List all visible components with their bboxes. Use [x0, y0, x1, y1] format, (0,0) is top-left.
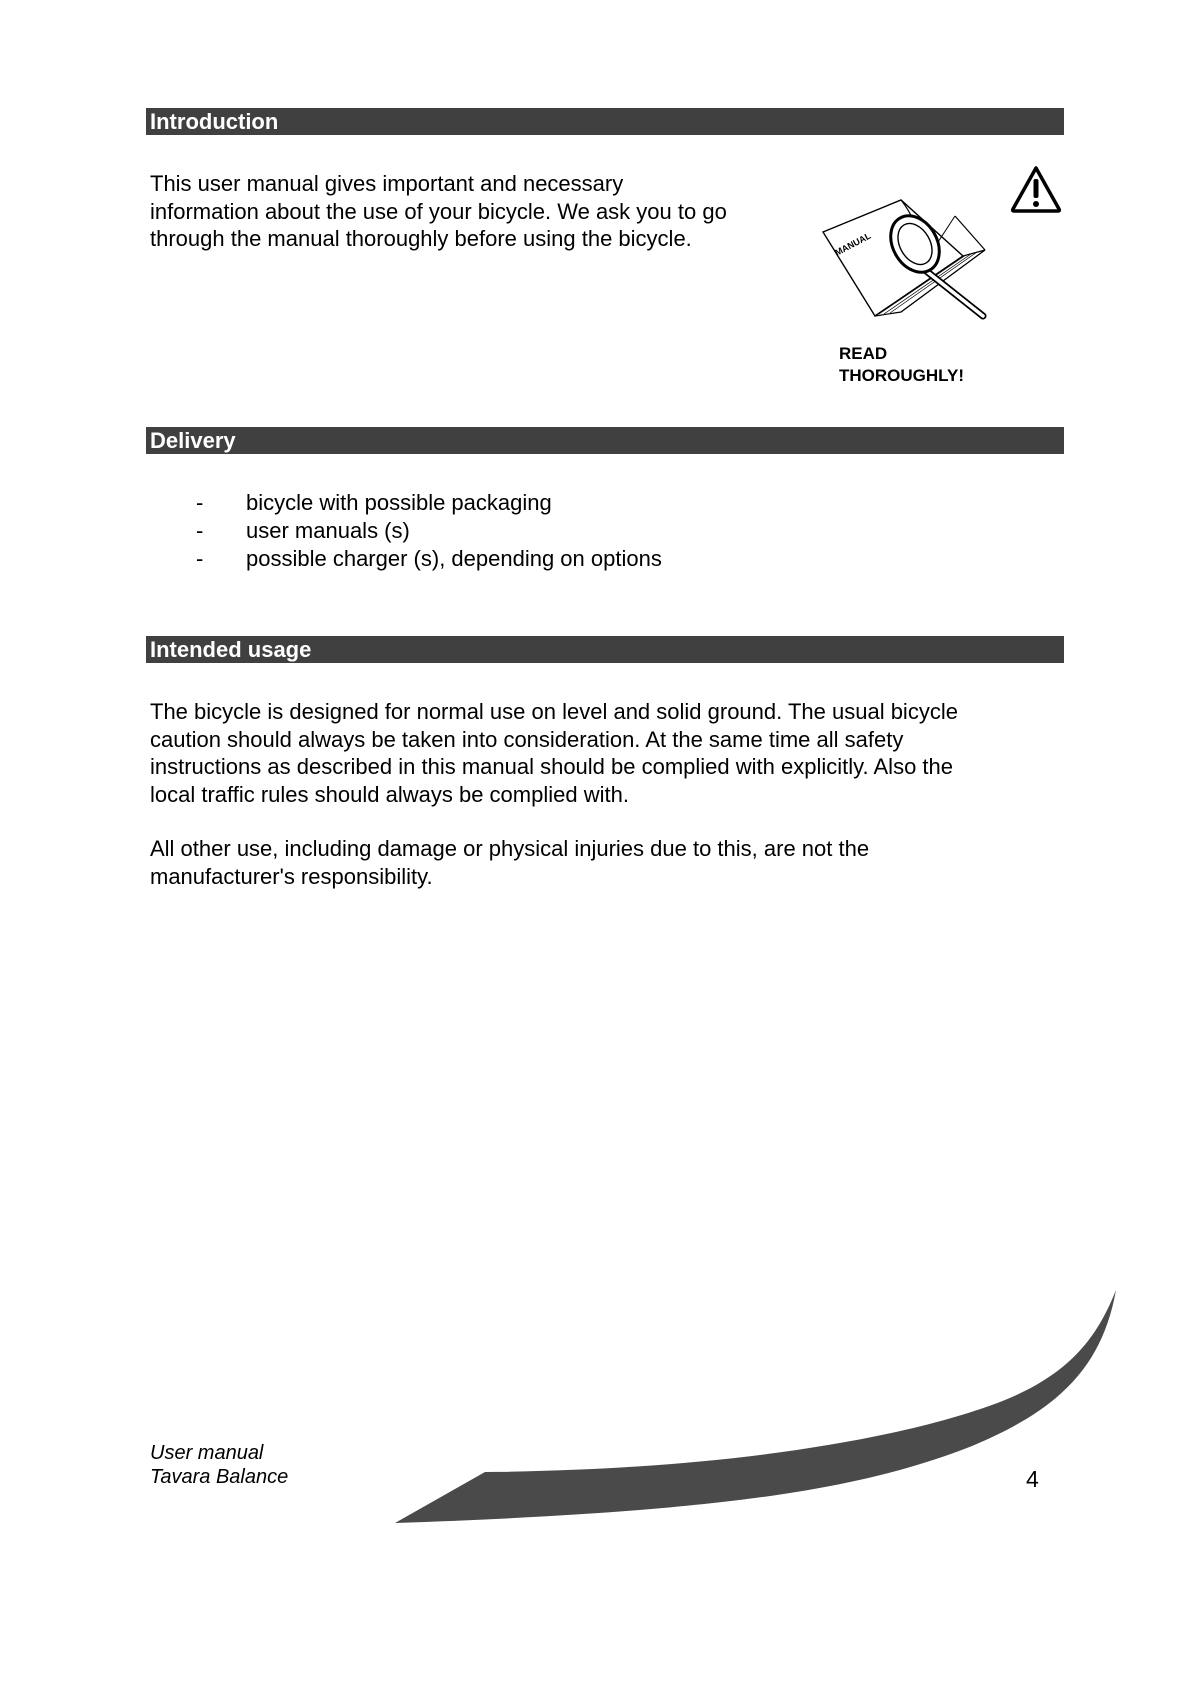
paragraph-line: caution should always be taken into consideration. At the same time all safety	[150, 726, 904, 752]
list-item-text: bicycle with possible packaging	[246, 490, 552, 515]
introduction-line: This user manual gives important and necessary	[150, 171, 624, 196]
page-number: 4	[1026, 1466, 1039, 1492]
footer-line1: User manual	[150, 1442, 264, 1464]
introduction-line: through the manual thoroughly before using the bicycle.	[150, 226, 692, 251]
list-item-text: user manuals (s)	[246, 518, 410, 543]
list-item-text: possible charger (s), depending on options	[246, 546, 662, 571]
section-heading-intended-usage: Intended usage	[146, 636, 1064, 663]
paragraph-line: manufacturer's responsibility.	[150, 863, 433, 889]
list-bullet: -	[196, 546, 204, 571]
footer-document-title	[150, 1441, 288, 1489]
footer-line2: Tavara Balance	[150, 1466, 289, 1488]
book-cover-text: MANUAL	[833, 230, 873, 258]
section-heading-introduction: Introduction	[146, 108, 1064, 135]
paragraph-line: All other use, including damage or physical injuries due to this, are not the	[150, 836, 870, 861]
paragraph-line: The bicycle is designed for normal use on level and solid ground. The usual bicycle	[150, 699, 958, 724]
list-bullet: -	[196, 518, 204, 543]
paragraph-line: local traffic rules should always be complied with.	[150, 781, 629, 807]
section-heading-delivery: Delivery	[146, 427, 1064, 454]
introduction-line: information about the use of your bicycle. We ask you to go	[150, 198, 727, 224]
read-label-line1: READ	[839, 344, 888, 363]
read-label-line2: THOROUGHLY!	[839, 366, 964, 385]
paragraph-line: instructions as described in this manual should be complied with explicitly. Also the	[150, 754, 953, 779]
list-bullet: -	[196, 490, 204, 515]
